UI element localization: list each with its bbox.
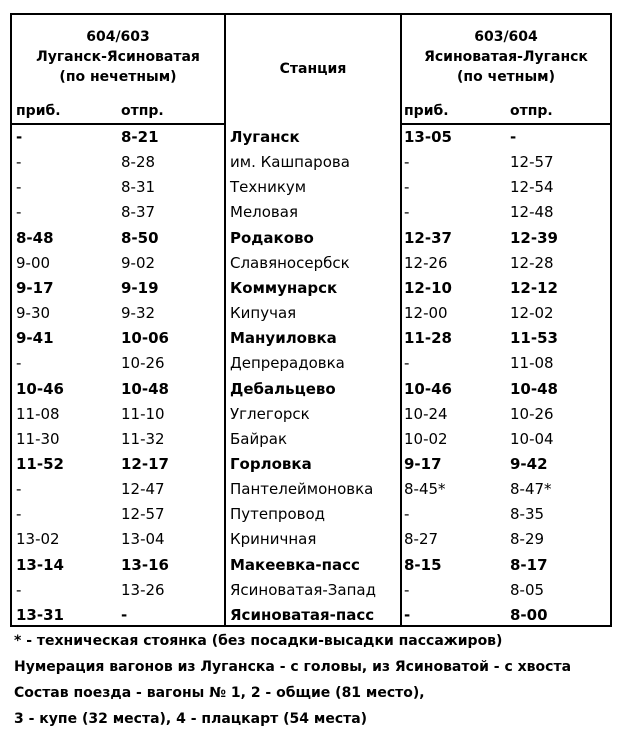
table-row [12,150,610,175]
right-departure-time: - [510,128,517,146]
right-departure-time: 8-29 [510,530,545,549]
station-name: Родаково [230,228,314,247]
left-departure-time: 8-21 [121,128,159,146]
station-name: Пантелеймоновка [230,480,374,499]
left-train-number: 604/603 [86,28,150,45]
left-departure-time: 9-02 [121,253,156,272]
left-parity: (по нечетным) [59,68,177,85]
table-row [12,502,610,527]
station-name: Дебальцево [230,379,336,398]
station-header [226,15,400,123]
left-departure-label: отпр. [121,103,164,119]
right-arrival-time: - [404,203,410,222]
left-departure-time: 9-32 [121,304,156,323]
footer-note: Состав поезда - вагоны № 1, 2 - общие (81 место), [14,685,425,701]
station-name: Макеевка-пасс [230,555,360,574]
right-arrival-time: - [404,178,410,197]
right-arrival-time: 10-24 [404,404,448,423]
left-route: Луганск-Ясиноватая [36,48,200,65]
left-arrival-time: - [16,505,22,524]
left-arrival-time: 9-30 [16,304,51,323]
right-train-number: 603/604 [474,28,538,45]
right-parity: (по четным) [457,68,555,85]
left-arrival-time: - [16,128,23,146]
left-departure-time: 11-10 [121,404,165,423]
left-arrival-time: 13-14 [16,555,64,574]
left-departure-time: 10-48 [121,379,169,398]
right-arrival-time: - [404,153,410,172]
right-arrival-time: 8-15 [404,555,442,574]
left-arrival-time: - [16,580,22,599]
left-arrival-label: приб. [16,103,61,119]
right-arrival-time: 8-45* [404,480,446,499]
station-name: Меловая [230,203,298,222]
right-departure-time: 12-02 [510,304,554,323]
left-departure-time: 8-31 [121,178,156,197]
footer-notes [14,628,571,732]
right-arrival-time: 12-10 [404,278,452,297]
left-departure-time: 10-06 [121,329,169,348]
left-departure-time: 12-17 [121,454,169,473]
right-arrival-time: 12-37 [404,228,452,247]
left-arrival-time: 13-02 [16,530,60,549]
table-row [12,402,610,427]
station-name: Мануиловка [230,329,337,348]
station-name: Луганск [230,128,300,146]
table-row [12,377,610,402]
left-departure-time: 10-26 [121,354,165,373]
table-row [12,452,610,477]
right-arrival-time: 10-02 [404,429,448,448]
table-row [12,527,610,552]
right-departure-time: 8-35 [510,505,545,524]
right-arrival-time: - [404,580,410,599]
left-departure-time: 12-57 [121,505,165,524]
right-arrival-time: 12-00 [404,304,448,323]
station-name: Техникум [230,178,307,197]
station-name: Ясиноватая-Запад [230,580,376,599]
left-departure-time: 8-28 [121,153,156,172]
table-row [12,603,610,628]
left-departure-time: - [121,605,128,624]
right-departure-time: 9-42 [510,454,548,473]
table-row [12,125,610,150]
table-row [12,477,610,502]
right-departure-label: отпр. [510,103,553,119]
left-arrival-time: - [16,480,22,499]
right-arrival-time: 9-17 [404,454,442,473]
station-title: Станция [279,61,347,77]
right-arrival-time: 13-05 [404,128,452,146]
left-arrival-time: 8-48 [16,228,54,247]
left-arrival-time: - [16,153,22,172]
right-departure-time: 8-47* [510,480,552,499]
left-arrival-time: - [16,354,22,373]
footer-note: * - техническая стоянка (без посадки-высадки пассажиров) [14,633,503,649]
left-arrival-time: 11-52 [16,454,64,473]
right-arrival-time: 12-26 [404,253,448,272]
left-departure-time: 13-26 [121,580,165,599]
schedule-table [10,13,612,627]
right-arrival-label: приб. [404,103,449,119]
right-arrival-time: 11-28 [404,329,452,348]
right-departure-time: 11-53 [510,329,558,348]
station-name: Байрак [230,429,288,448]
table-row [12,578,610,603]
footer-note: Нумерация вагонов из Луганска - с головы, из Ясиноватой - с хвоста [14,659,572,675]
left-arrival-time: 9-41 [16,329,54,348]
right-arrival-time: 10-46 [404,379,452,398]
right-departure-time: 10-04 [510,429,554,448]
table-row [12,200,610,225]
right-departure-time: 10-26 [510,404,554,423]
right-departure-time: 12-48 [510,203,554,222]
left-arrival-time: 9-00 [16,253,51,272]
station-name: Ясиноватая-пасс [230,605,375,624]
right-departure-time: 8-05 [510,580,545,599]
left-departure-time: 12-47 [121,480,165,499]
station-name: Путепровод [230,505,326,524]
right-departure-time: 10-48 [510,379,558,398]
right-arrival-time: - [404,354,410,373]
left-departure-time: 8-37 [121,203,156,222]
table-row [12,326,610,351]
left-departure-time: 8-50 [121,228,159,247]
station-name: Славяносербск [230,253,350,272]
right-departure-time: 8-17 [510,555,548,574]
left-departure-time: 13-04 [121,530,165,549]
station-name: Депрерадовка [230,354,345,373]
left-arrival-time: 11-30 [16,429,60,448]
table-row [12,276,610,301]
left-arrival-time: 9-17 [16,278,54,297]
right-arrival-time: - [404,505,410,524]
station-name: Криничная [230,530,317,549]
left-arrival-time: 11-08 [16,404,60,423]
right-departure-time: 12-54 [510,178,554,197]
left-arrival-time: 10-46 [16,379,64,398]
left-arrival-time: - [16,178,22,197]
left-arrival-time: 13-31 [16,605,64,624]
left-departure-time: 11-32 [121,429,165,448]
footer-note: 3 - купе (32 места), 4 - плацкарт (54 места) [14,711,368,727]
table-row [12,175,610,200]
table-row [12,226,610,251]
left-departure-time: 9-19 [121,278,159,297]
left-arrival-time: - [16,203,22,222]
table-row [12,351,610,376]
right-departure-time: 12-57 [510,153,554,172]
right-departure-time: 8-00 [510,605,548,624]
station-name: Кипучая [230,304,297,323]
right-route: Ясиноватая-Луганск [424,48,588,65]
right-arrival-time: 8-27 [404,530,439,549]
right-direction-header [402,15,610,98]
station-name: им. Кашпарова [230,153,350,172]
left-departure-time: 13-16 [121,555,169,574]
table-row [12,427,610,452]
right-departure-time: 11-08 [510,354,554,373]
station-name: Коммунарск [230,278,338,297]
table-row [12,251,610,276]
right-arrival-time: - [404,605,411,624]
station-name: Горловка [230,454,312,473]
left-direction-header [12,15,224,98]
right-departure-time: 12-39 [510,228,558,247]
right-departure-time: 12-12 [510,278,558,297]
station-name: Углегорск [230,404,310,423]
right-departure-time: 12-28 [510,253,554,272]
table-row [12,301,610,326]
table-row [12,553,610,578]
